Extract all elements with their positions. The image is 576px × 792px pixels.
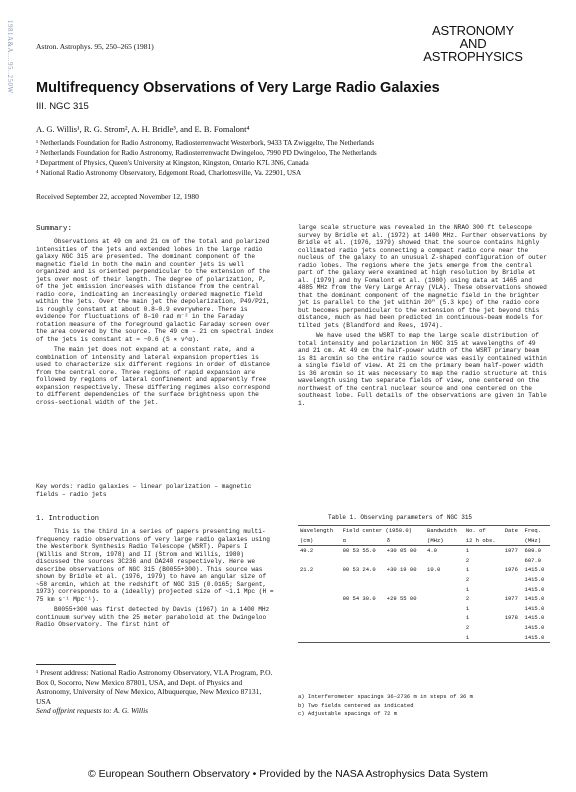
table-cell [385,613,425,623]
table-row [298,633,550,643]
table-cell: 2 [465,575,470,583]
table-cell: 00 53 55.0 [342,547,376,555]
table-cell: 4.0 [427,547,437,555]
table-cell [341,613,385,623]
table-cell [503,633,523,643]
logo-line-1: ASTRONOMY [432,23,514,38]
section-heading: 1. Introduction [36,515,100,523]
table-cell [425,613,464,623]
table-cell: 1 [465,604,470,612]
table-cell [425,633,464,643]
table-note: b) Two fields centered as indicated [298,701,414,709]
footnote-text: ¹ Present address: National Radio Astronomy Observatory, VLA Program, P.O. Box 0, Socorro, New Mexico 87801, USA, and Dept. of Physics and Astronomy, University of New Mexico, Albuquerque, New Mexico 87131, USA [36,668,273,706]
table-cell: 1977 [504,547,518,555]
table-cell [298,604,341,614]
table-cell [503,556,523,566]
table-cell [341,604,385,614]
introduction-text [36,528,276,632]
table-subheader: (cm) [300,536,314,544]
offprint-request: Send offprint requests to: A. G. Willis [36,706,149,715]
keywords: Key words: radio galaxies – linear polarization – magnetic fields – radio jets [36,483,252,498]
table-cell [385,604,425,614]
table-cell [503,585,523,595]
table-cell: 607.0 [524,556,542,564]
table-cell: 2 [465,595,470,603]
table-cell: 00 54 30.0 [342,595,376,603]
table-subheader [503,536,523,546]
table-cell: 1 [465,566,470,574]
logo-line-3: ASTROPHYSICS [423,49,523,64]
table-cell [425,594,464,604]
journal-logo [398,24,548,63]
table-subheader: δ [386,536,391,544]
table-header: Freq. [524,527,542,534]
table-row [298,575,550,585]
table-cell: 1415.0 [524,575,545,583]
table-cell [298,594,341,604]
table-cell: 00 53 24.0 [342,566,376,574]
table-cell [385,556,425,566]
table-note: a) Interferometer spacings 36–2736 m in steps of 36 m [298,693,473,700]
table-cell [298,613,341,623]
affiliation-4: ⁴ National Radio Astronomy Observatory, Edgemont Road, Charlottesville, Va. 22901, USA [36,169,302,177]
table-cell [503,604,523,614]
page-footer: © European Southern Observatory • Provided by the NASA Astrophysics Data System [87,768,489,780]
table-cell: 1976 [504,566,518,574]
table-cell [385,585,425,595]
table-cell: 1 [465,585,470,593]
table-cell [425,623,464,633]
table-cell: 1978 [504,614,518,622]
table-cell: 1415.0 [524,614,545,622]
table-body [298,546,550,642]
table-cell: 1 [465,633,470,641]
table-cell [341,575,385,585]
table-cell: 1415.0 [524,623,545,631]
right-column-text [298,224,548,410]
intro-paragraph: This is the third in a series of papers presenting multi-frequency radio observations of very large radio galaxies using the Westerbork Synthesis Radio Telescope (WSRT). Papers I (Willis and Strom, 1978) and II (Strom and Willis, 1980) discussed the sources 3C236 and DA240 respectively. Here we describe observations of NGC 315 (B0055+300). This source was shown by Bridle et al. (1976, 1979) to have an angular size of ~58 arcmin, which at the redshift of NGC 315 (0.0165; Sargent, 1973) corresponds to a (ideally) projected size of ~1.1 Mpc (H = 75 km s⁻¹ Mpc⁻¹). [36,528,274,603]
author-list: A. G. Willis¹, R. G. Strom², A. H. Bridle³, and E. B. Fomalont⁴ [36,124,250,134]
table-cell [385,575,425,585]
table-cell: 1415.0 [524,595,545,603]
table-cell [425,556,464,566]
table-cell: 49.2 [300,547,314,555]
table-subheader: 12 h obs. [465,536,496,544]
table-subheader-row [298,536,550,546]
table-row [298,546,550,556]
affiliation-1: ¹ Netherlands Foundation for Radio Astronomy, Radiosterrenwacht Westerbork, 9433 TA Zwiggelte, The Netherlands [36,139,375,147]
table-row [298,623,550,633]
bibcode-text: 1981A&A....95..250W [6,20,14,94]
table-cell: 1415.0 [524,566,545,574]
table-cell: 10.0 [427,566,441,574]
table-cell: +30 05 00 [386,547,417,555]
table-cell: +29 55 00 [386,595,417,603]
table-note: c) Adjustable spacings of 72 m [298,710,398,717]
table-cell: 2 [465,556,470,564]
table-header: No. of [465,527,486,534]
table-cell [425,585,464,595]
journal-reference: Astron. Astrophys. 95, 250–265 (1981) [36,42,154,51]
table-cell [385,633,425,643]
logo-line-2: AND [459,36,487,51]
table-cell: 609.0 [524,547,542,555]
bibcode-stamp [4,20,16,220]
summary-text [36,238,276,409]
table-cell [425,575,464,585]
table-subheader: (MHz) [427,536,444,544]
table-cell: 2 [465,623,470,631]
body-paragraph: large scale structure was revealed in the NRAO 300 ft telescope survey by Bridle et al. (1972) at 1400 MHz. Further observations by Bridle et al. (1976, 1979) showed that the source contains highly collimated radio jets connecting a compact radio core near the nucleus of the galaxy to an unusual Z-shaped configuration of outer radio lobes. The regions where the jets emerge from the central part of the galaxy were examined at high resolution by Bridle et al. (1979) and by Fomalont et al. (1980) using data at 1465 and 4885 MHz from the Very Large Array (VLA). These observations showed that the dominant component of the magnetic field in the brighter jet is parallel to the jet within 20" (5.3 kpc) of the radio core but becomes perpendicular to the extension of the jet beyond this distance, much as had been predicted in continuous-beam models for tilted jets (Blandford and Rees, 1974). [298,224,547,329]
paper-subtitle: III. NGC 315 [36,101,89,112]
table-cell [298,585,341,595]
summary-paragraph: Observations at 49 cm and 21 cm of the total and polarized intensities of the jets and extended lobes in the large radio galaxy NGC 315 are presented. The dominant component of the magnetic field in both the main and counter jets is well organized and is oriented perpendicular to the extension of the jets over most of their length. The degree of polarization, P, of the jet emission increases with distance from the central radio core, indicating an increasingly ordered magnetic field within the jets. Over the main jet the depolarization, P49/P21, is roughly constant at about 0.8–0.9 everywhere. There is evidence for fluctuations of 8–10 rad m⁻² in the Faraday rotation measure of the foreground galactic Faraday screen over the area covered by the source. The 49 cm – 21 cm spectral index of the jets is constant at ≈ −0.6 (S ∝ ν^α). [36,238,274,343]
table-header: Wavelength [300,527,334,534]
table-cell [503,623,523,633]
table-row [298,585,550,595]
table-cell: 1 [465,614,470,622]
summary-heading: Summary: [36,225,73,233]
table-header: Field center (1950.0) [342,527,412,534]
table-row [298,604,550,614]
table-cell [341,585,385,595]
table-cell [341,623,385,633]
table-cell: 1415.0 [524,633,545,641]
observing-table [298,525,550,643]
table-cell [341,556,385,566]
table-cell: 21.2 [300,566,314,574]
table-notes [298,693,548,719]
table-row [298,565,550,575]
table-header-row [298,526,550,536]
table-cell [385,623,425,633]
table-cell [298,633,341,643]
table-title: Table 1. Observing parameters of NGC 315 [328,514,473,521]
table-row [298,594,550,604]
table-header: Bandwidth [427,527,457,534]
affiliations [36,138,546,178]
footnote [36,668,276,716]
affiliation-2: ² Netherlands Foundation for Radio Astronomy, Radiosterrenwacht Dwingeloo, 7990 PD Dwingeloo, The Netherlands [36,149,377,157]
table-cell [503,575,523,585]
table-cell [425,604,464,614]
table-cell: 1415.0 [524,585,545,593]
table-subheader: (MHz) [524,536,542,544]
table-header: Date [504,527,518,534]
table-row [298,556,550,566]
paper-title: Multifrequency Observations of Very Large Radio Galaxies [36,80,440,96]
table-cell: +30 19 00 [386,566,417,574]
table-cell [298,623,341,633]
summary-paragraph: The main jet does not expand at a constant rate, and a combination of intensity and lateral expansion properties is used to characterize six different regions in order of distance from the central core. Three regions of rapid expansion are followed by regions of lateral confinement and apparently free expansion respectively. These differing regimes also correspond to different dependencies of the surface brightness upon the cross-sectional width of the jet. [36,346,270,406]
table-subheader: α [342,536,346,544]
intro-paragraph: B0055+300 was first detected by Davis (1967) in a 1400 MHz continuum survey with the 25 meter paraboloid at the Dwingeloo Radio Observatory. The first hint of [36,606,270,628]
table-row [298,613,550,623]
table-cell: 1415.0 [524,604,545,612]
table-cell: 1 [465,547,470,555]
affiliation-3: ³ Department of Physics, Queen's University at Kingston, Kingston, Ontario K7L 3N6, Canada [36,159,309,167]
table-cell [298,556,341,566]
table-cell [341,633,385,643]
body-paragraph: We have used the WSRT to map the large scale distribution of total intensity and polarization in NGC 315 at wavelengths of 49 and 21 cm. At 49 cm the half-power width of the WSRT primary beam is 81 arcmin so the entire radio source was easily contained within a single field of view. At 21 cm the primary beam half-power width is 36 arcmin so it was necessary to map the radio structure at this wavelength using two separate fields of view, one centered on the northwest of the central nuclear source and one centered on the southeast lobe. Full details of the observations are given in Table 1. [298,332,547,407]
table-cell [298,575,341,585]
table-cell: 1977 [504,595,518,603]
footnote-divider [36,664,116,665]
received-date: Received September 22, accepted November 12, 1980 [36,192,199,201]
